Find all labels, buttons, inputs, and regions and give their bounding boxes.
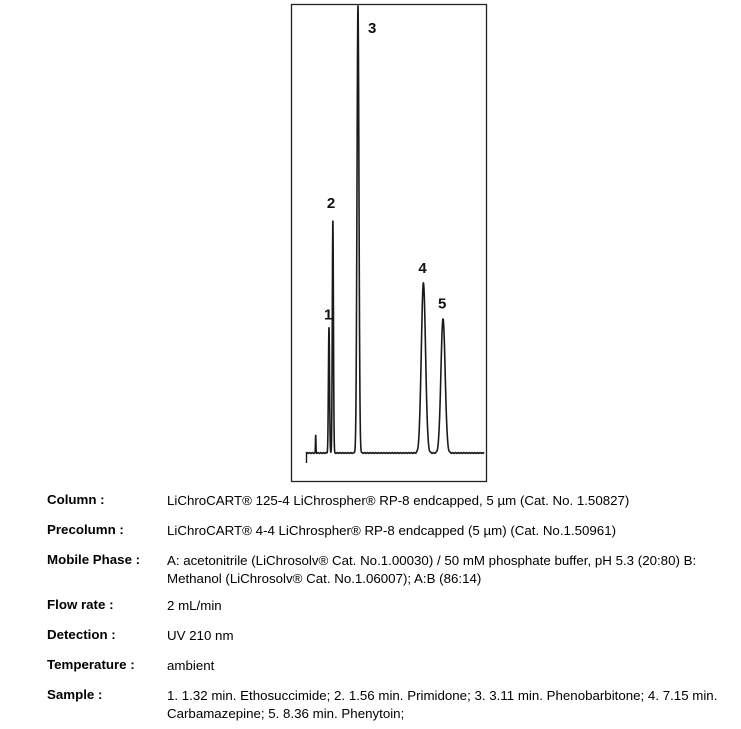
condition-label: Sample : bbox=[47, 687, 103, 702]
peak-label-1: 1 bbox=[323, 306, 333, 324]
condition-value: 2 mL/min bbox=[167, 598, 222, 613]
peak-label-5: 5 bbox=[438, 295, 447, 313]
condition-label: Detection : bbox=[47, 627, 116, 642]
condition-label: Flow rate : bbox=[47, 597, 114, 612]
condition-value: 1. 1.32 min. Ethosuccimide; 2. 1.56 min. Primidone; 3. 3.11 min. Phenobarbitone; 4. 7.15 min. Carbamazepine; 5. 8.36 min. Phenytoin; bbox=[167, 688, 718, 721]
condition-label: Mobile Phase : bbox=[47, 552, 141, 567]
chromatogram-trace bbox=[306, 5, 484, 453]
chromatogram-frame bbox=[292, 5, 487, 482]
condition-value: LiChroCART® 4-4 LiChrospher® RP-8 endcapped (5 µm) (Cat. No.1.50961) bbox=[167, 523, 617, 538]
condition-label: Temperature : bbox=[47, 657, 135, 672]
peak-label-3: 3 bbox=[367, 20, 377, 37]
peak-label-4: 4 bbox=[418, 259, 427, 277]
condition-value: LiChroCART® 125-4 LiChrospher® RP-8 endcapped, 5 µm (Cat. No. 1.50827) bbox=[167, 493, 630, 508]
condition-value: A: acetonitrile (LiChrosolv® Cat. No.1.00030) / 50 mM phosphate buffer, pH 5.3 (20:80) B: Methanol (LiChrosolv® Cat. No.1.06007); A:B (86:14) bbox=[167, 553, 697, 586]
condition-label: Column : bbox=[47, 492, 105, 507]
condition-label: Precolumn : bbox=[47, 522, 124, 537]
peak-label-2: 2 bbox=[326, 195, 336, 213]
condition-value: UV 210 nm bbox=[167, 628, 234, 643]
condition-value: ambient bbox=[167, 658, 215, 673]
